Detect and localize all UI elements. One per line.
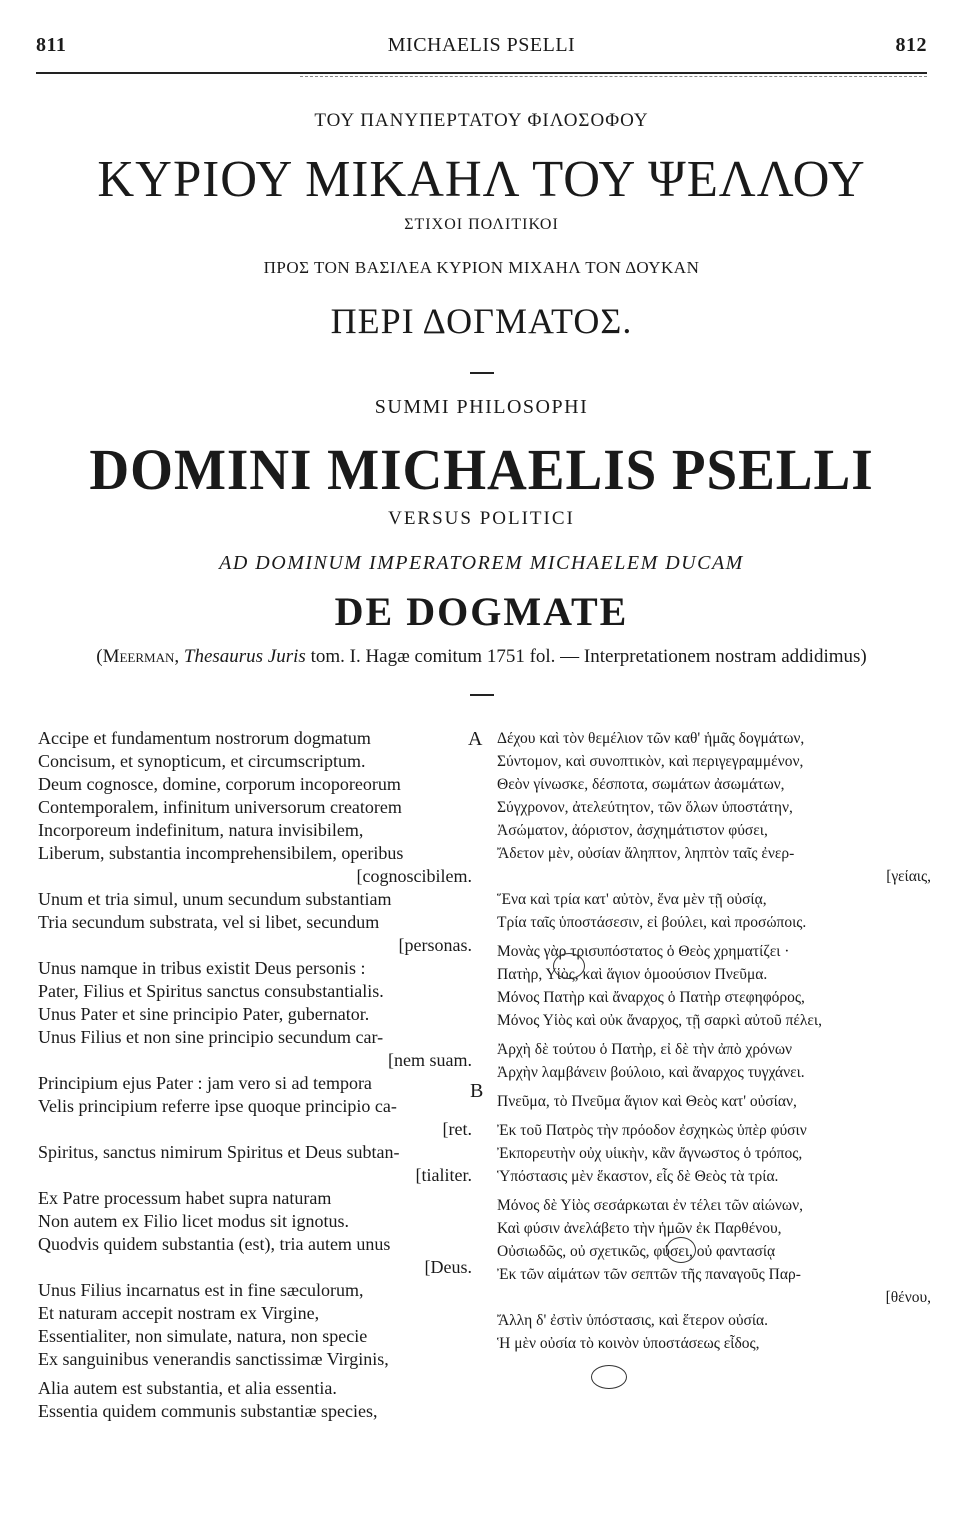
greek-verse-line: [θένου,	[885, 1289, 931, 1306]
latin-verse-line: [personas.	[398, 935, 472, 955]
greek-title-main: ΚΥΡΙΟΥ ΜΙΚΑΗΛ ΤΟΥ ΨΕΛΛΟΥ	[97, 151, 866, 208]
latin-verse-line: Unum et tria simul, unum secundum substantiam	[38, 889, 392, 909]
latin-verse-line: Alia autem est substantia, et alia essentia.	[38, 1378, 337, 1398]
handwritten-circle	[591, 1365, 627, 1389]
running-head-title: MICHAELIS PSELLI	[387, 34, 576, 56]
greek-verse-line: Ἀρχὴν λαμβάνειν βούλοιο, καὶ ἄναρχος τυγχάνει.	[497, 1064, 805, 1081]
greek-verse-line: Θεὸν γίνωσκε, δέσποτα, σωμάτων ἀσωμάτων,	[497, 776, 785, 793]
greek-verse-line: Ἕνα καὶ τρία κατ' αὐτὸν, ἕνα μὲν τῇ οὐσίᾳ,	[497, 891, 767, 908]
latin-verse-line: Essentia quidem communis substantiæ species,	[38, 1401, 378, 1421]
latin-verse-line: Incorporeum indefinitum, natura invisibilem,	[38, 820, 364, 840]
latin-verse-line: Liberum, substantia incomprehensibilem, operibus	[38, 843, 404, 863]
latin-verse-line: [cognoscibilem.	[356, 866, 472, 886]
latin-verse-line: Non autem ex Filio licet modus sit ignotus.	[38, 1211, 349, 1231]
greek-verse-line: [γείαις,	[886, 868, 931, 885]
source-note	[0, 646, 963, 668]
greek-title-line-5: ΠΕΡΙ ΔΟΓΜΑΤΟΣ.	[330, 301, 633, 341]
latin-verse-line: Concisum, et synopticum, et circumscriptum.	[38, 751, 366, 771]
latin-verse-line: Accipe et fundamentum nostrorum dogmatum	[38, 728, 371, 748]
greek-verse-line: Ἡ μὲν οὐσία τὸ κοινὸν ὑποστάσεως εἶδος,	[497, 1335, 760, 1352]
left-page-number: 811	[36, 34, 67, 56]
latin-verse-line: Et naturam accepit nostram ex Virgine,	[38, 1303, 320, 1323]
source-note-rest: tom. I. Hagæ comitum 1751 fol. — Interpretationem nostram addidimus)	[305, 646, 867, 667]
header-rule	[36, 72, 927, 74]
greek-verse-line: Πνεῦμα, τὸ Πνεῦμα ἅγιον καὶ Θεὸς κατ' οὐσίαν,	[497, 1093, 797, 1110]
greek-verse-line: Οὐσιωδῶς, οὐ σχετικῶς, φύσει, οὐ φαντασίᾳ	[497, 1243, 776, 1260]
latin-verse-line: Unus Pater et sine principio Pater, gubernator.	[38, 1004, 370, 1024]
latin-verse-line: [ret.	[442, 1119, 472, 1139]
source-note-work: Thesaurus Juris	[183, 646, 306, 667]
greek-verse-line: Πατὴρ, Υἱὸς, καὶ ἅγιον ὁμοούσιον Πνεῦμα.	[497, 966, 768, 983]
greek-title-line-3: ΣΤΙΧΟΙ ΠΟΛΙΤΙΚΟΙ	[404, 216, 559, 233]
greek-verse-line: Ἄλλη δ' ἐστὶν ὑπόστασις, καὶ ἕτερον οὐσία.	[497, 1312, 769, 1329]
latin-title-line-1: SUMMI PHILOSOPHI	[374, 396, 589, 418]
greek-verse-line: Τρία ταῖς ὑποστάσεσιν, εἰ βούλει, καὶ προσώποις.	[497, 914, 807, 931]
latin-verse-line: Ex sanguinibus venerandis sanctissimæ Virginis,	[38, 1349, 389, 1369]
latin-verse-line: Quodvis quidem substantia (est), tria autem unus	[38, 1234, 391, 1254]
latin-title-line-3: VERSUS POLITICI	[388, 508, 575, 529]
latin-column	[38, 727, 478, 1423]
right-page-number: 812	[895, 34, 927, 56]
title-separator	[470, 372, 494, 374]
latin-verse-line: Velis principium referre ipse quoque principio ca-	[38, 1096, 397, 1116]
latin-verse-line: Unus namque in tribus existit Deus personis :	[38, 958, 366, 978]
greek-title-line-1: ΤΟΥ ΠΑΝΥΠΕΡΤΑΤΟΥ ΦΙΛΟΣΟΦΟΥ	[314, 110, 649, 131]
latin-verse-line: Pater, Filius et Spiritus sanctus consubstantialis.	[38, 981, 384, 1001]
greek-verse-line: Ἐκ τῶν αἱμάτων τῶν σεπτῶν τῆς παναγοῦς Παρ-	[497, 1266, 801, 1283]
section-marker-a: A	[468, 728, 483, 750]
greek-verse-line: Σύντομον, καὶ συνοπτικὸν, καὶ περιγεγραμμένον,	[497, 753, 804, 770]
latin-title-line-5: DE DOGMATE	[334, 589, 629, 634]
greek-verse-line: Ἐκ τοῦ Πατρὸς τὴν πρόοδον ἐσχηκὼς ὑπὲρ φύσιν	[497, 1122, 807, 1139]
greek-verse-line: Ἄδετον μὲν, οὐσίαν ἄληπτον, ληπτὸν ταῖς ἐνερ-	[497, 845, 795, 862]
greek-verse-line: Καὶ φύσιν ἀνελάβετο τὴν ἡμῶν ἐκ Παρθένου,	[497, 1220, 782, 1237]
latin-verse-line: Contemporalem, infinitum universorum creatorem	[38, 797, 402, 817]
greek-column	[497, 727, 937, 1355]
greek-verse-line: Δέχου καὶ τὸν θεμέλιον τῶν καθ' ἡμᾶς δογμάτων,	[497, 730, 805, 747]
greek-verse-line: Ὑπόστασις μὲν ἕκαστον, εἷς δὲ Θεὸς τὰ τρία.	[497, 1168, 779, 1185]
latin-verse-line: [tialiter.	[415, 1165, 472, 1185]
source-note-open: (	[96, 646, 103, 667]
greek-verse-line: Ἐκπορευτὴν οὐχ υἱικὴν, κἂν ἄγνωστος ὁ τρόπος,	[497, 1145, 803, 1162]
latin-verse-line: Ex Patre processum habet supra naturam	[38, 1188, 332, 1208]
latin-verse-line: Unus Filius incarnatus est in fine sæculorum,	[38, 1280, 364, 1300]
latin-verse-line: Essentialiter, non simulate, natura, non specie	[38, 1326, 368, 1346]
greek-verse-line: Μονὰς γὰρ τρισυπόστατος ὁ Θεὸς χρηματίζει ·	[497, 943, 790, 960]
greek-verse-line: Μόνος δὲ Υἱὸς σεσάρκωται ἐν τέλει τῶν αἰώνων,	[497, 1197, 803, 1214]
latin-verse-line: [Deus.	[424, 1257, 472, 1277]
latin-verse-line: Principium ejus Pater : jam vero si ad tempora	[38, 1073, 372, 1093]
latin-verse-line: [nem suam.	[388, 1050, 472, 1070]
greek-verse-line: Μόνος Πατὴρ καὶ ἄναρχος ὁ Πατὴρ στεφηφόρος,	[497, 989, 805, 1006]
running-head	[36, 34, 927, 60]
latin-title-line-4: AD DOMINUM IMPERATOREM MICHAELEM DUCAM	[219, 552, 744, 574]
greek-title-line-4: ΠΡΟΣ ΤΟΝ ΒΑΣΙΛΕΑ ΚΥΡΙΟΝ ΜΙΧΑΗΛ ΤΟΝ ΔΟΥΚΑΝ	[263, 258, 700, 277]
header-rule-secondary	[300, 76, 927, 77]
latin-verse-line: Deum cognosce, domine, corporum incoporeorum	[38, 774, 401, 794]
greek-verse-line: Μόνος Υἱὸς καὶ οὐκ ἄναρχος, τῇ σαρκὶ αὐτοῦ πέλει,	[497, 1012, 822, 1029]
greek-verse-line: Ἀρχὴ δὲ τούτου ὁ Πατὴρ, εἰ δὲ τὴν ἀπὸ χρόνων	[497, 1041, 793, 1058]
greek-verse-line: Σύγχρονον, ἀτελεύτητον, τῶν ὅλων ὑποστάτην,	[497, 799, 793, 816]
latin-title-main: DOMINI MICHAELIS PSELLI	[89, 437, 874, 502]
section-separator	[470, 694, 494, 696]
latin-verse-line: Tria secundum substrata, vel si libet, secundum	[38, 912, 380, 932]
latin-verse-line: Spiritus, sanctus nimirum Spiritus et Deus subtan-	[38, 1142, 400, 1162]
greek-verse-line: Ἀσώματον, ἀόριστον, ἀσχημάτιστον φύσει,	[497, 822, 768, 839]
latin-verse-line: Unus Filius et non sine principio secundum car-	[38, 1027, 384, 1047]
section-marker-b: B	[470, 1080, 484, 1102]
source-note-author: Meerman,	[102, 646, 180, 667]
